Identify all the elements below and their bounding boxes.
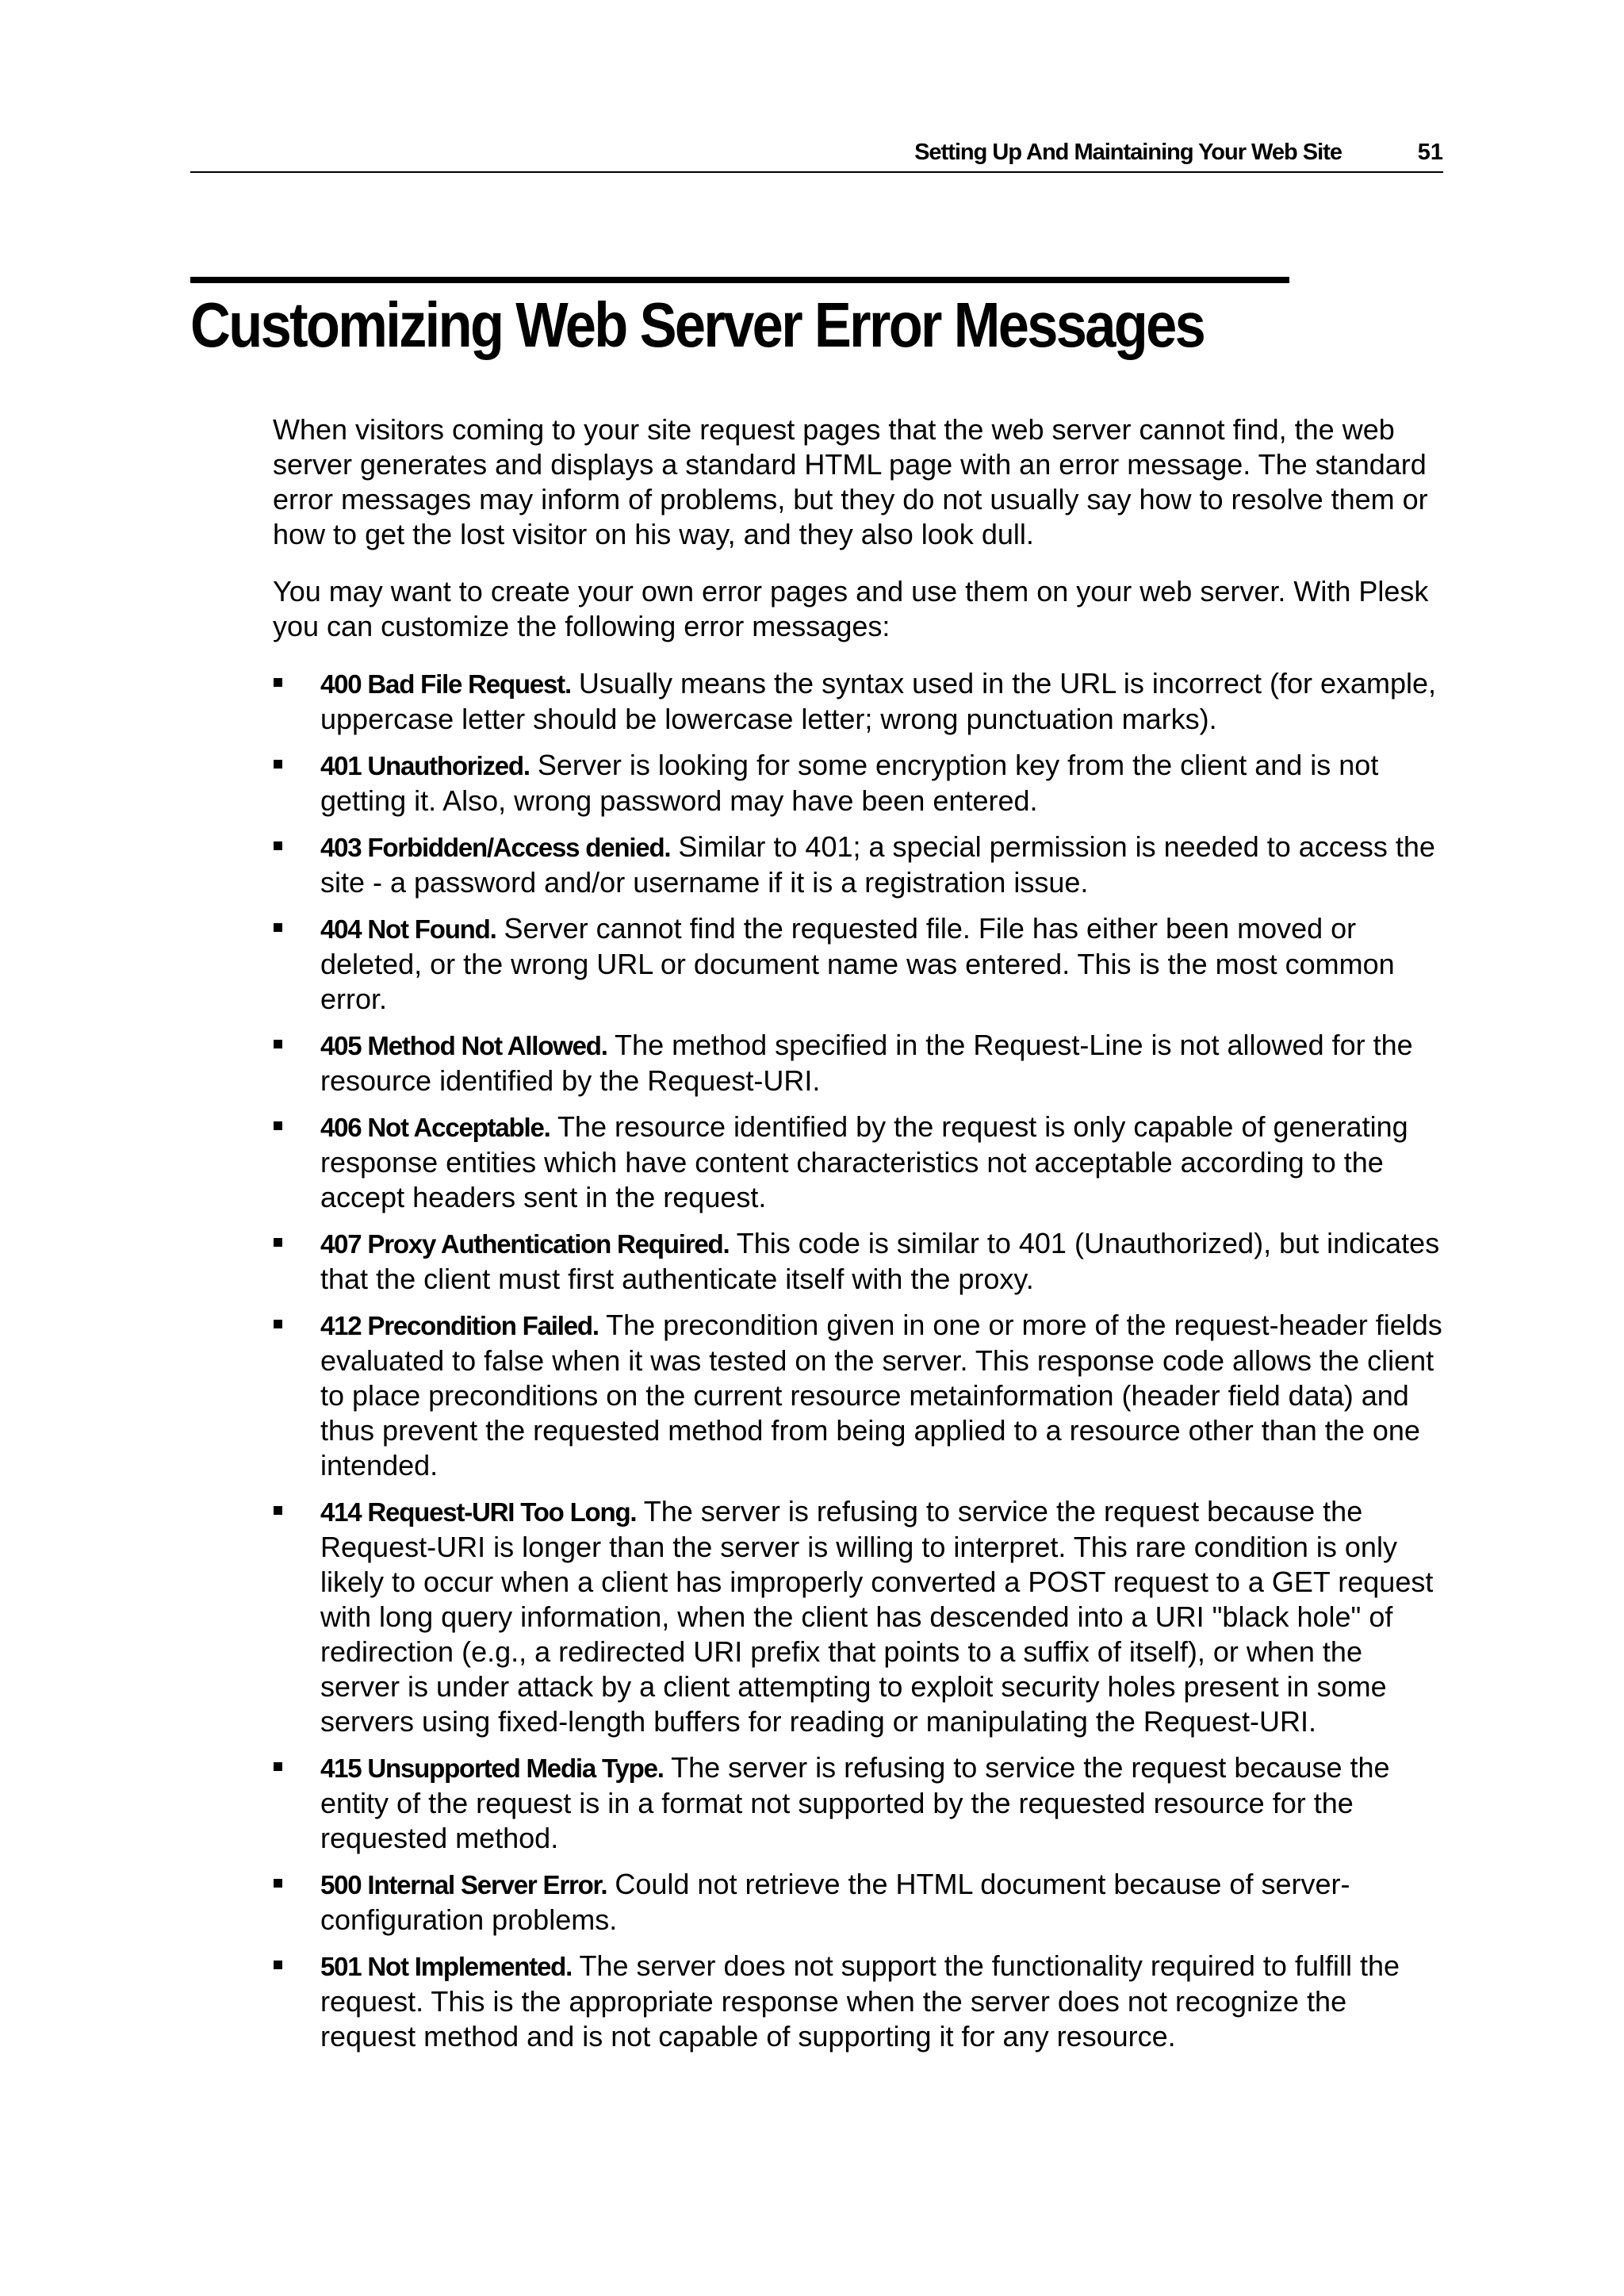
error-code: 406 Not Acceptable. — [320, 1113, 550, 1142]
list-item — [273, 666, 1446, 737]
error-description: This code is similar to 401 (Unauthorized), but indicates that the client must first authenticate itself with the proxy. — [320, 1227, 1440, 1295]
error-description: Could not retrieve the HTML document because of server-configuration problems. — [320, 1868, 1350, 1936]
list-item — [273, 1750, 1446, 1856]
error-code: 400 Bad File Request. — [320, 669, 571, 699]
running-header — [190, 136, 1443, 173]
list-item — [273, 1867, 1446, 1938]
square-bullet-icon — [274, 1506, 282, 1515]
square-bullet-icon — [274, 760, 282, 769]
error-description: The server is refusing to service the request because the entity of the request is in a format not supported by the requested resource for the requested method. — [320, 1751, 1390, 1854]
error-code: 404 Not Found. — [320, 914, 496, 944]
square-bullet-icon — [274, 923, 282, 932]
square-bullet-icon — [274, 1762, 282, 1771]
list-item — [273, 830, 1446, 900]
square-bullet-icon — [274, 678, 282, 687]
error-code: 412 Precondition Failed. — [320, 1311, 599, 1340]
list-item — [273, 1226, 1446, 1297]
error-code: 415 Unsupported Media Type. — [320, 1754, 664, 1783]
error-description: The server is refusing to service the request because the Request-URI is longer than the server is willing to interpret. This rare condition is only likely to occur when a client has improperly converted a POST request to a GET request with long query information, when the client has descended into a URI "black hole" of redirection (e.g., a redirected URI prefix that points to a suffix of itself), or when the server is under attack by a client attempting to exploit security holes present in some servers using fixed-length buffers for reading or manipulating the Request-URI. — [320, 1495, 1434, 1738]
error-code: 501 Not Implemented. — [320, 1952, 573, 1981]
error-code: 403 Forbidden/Access denied. — [320, 833, 671, 862]
square-bullet-icon — [274, 841, 282, 850]
error-code: 414 Request-URI Too Long. — [320, 1497, 637, 1527]
page-body — [273, 412, 1446, 2065]
error-code: 500 Internal Server Error. — [320, 1870, 607, 1899]
square-bullet-icon — [274, 1961, 282, 1969]
error-description: Server is looking for some encryption key from the client and is not getting it. Also, wrong password may have been entered. — [320, 749, 1379, 817]
square-bullet-icon — [274, 1040, 282, 1048]
list-item — [273, 1110, 1446, 1215]
error-description: The server does not support the functionality required to fulfill the request. This is the appropriate response when the server does not recognize the request method and is not capable of supporting it for any resource. — [320, 1949, 1400, 2053]
square-bullet-icon — [274, 1320, 282, 1328]
error-description: Usually means the syntax used in the URL is incorrect (for example, uppercase letter should be lowercase letter; wrong punctuation marks). — [320, 667, 1437, 735]
list-item — [273, 1308, 1446, 1483]
list-item — [273, 1028, 1446, 1098]
intro-paragraph: You may want to create your own error pages and use them on your web server. With Plesk you can customize the following error messages: — [273, 575, 1429, 642]
error-description: The resource identified by the request is only capable of generating response entities which have content characteristics not acceptable according to the accept headers sent in the request. — [320, 1110, 1408, 1213]
error-message-list — [273, 666, 1446, 2054]
error-code: 405 Method Not Allowed. — [320, 1031, 607, 1060]
list-item — [273, 911, 1446, 1017]
error-code: 401 Unauthorized. — [320, 751, 530, 780]
error-code: 407 Proxy Authentication Required. — [320, 1229, 730, 1259]
list-item — [273, 748, 1446, 818]
square-bullet-icon — [274, 1121, 282, 1130]
error-description: Similar to 401; a special permission is needed to access the site - a password and/or username if it is a registration issue. — [320, 830, 1435, 899]
error-description: The precondition given in one or more of the request-header fields evaluated to false when it was tested on the server. This response code allows the client to place preconditions on the current resource metainformation (header field data) and thus prevent the requested method from being applied to a resource other than the one intended. — [320, 1309, 1442, 1481]
running-header-section-title: Setting Up And Maintaining Your Web Site — [914, 140, 1342, 165]
square-bullet-icon — [274, 1879, 282, 1888]
intro-paragraph: When visitors coming to your site request pages that the web server cannot find, the web server generates and displays a standard HTML page with an error message. The standard error messages may inform of problems, but they do not usually say how to resolve them or how to get the lost visitor on his way, and they also look dull. — [273, 413, 1428, 550]
page-number: 51 — [1417, 140, 1443, 165]
list-item — [273, 1494, 1446, 1739]
square-bullet-icon — [274, 1238, 282, 1247]
list-item — [273, 1949, 1446, 2054]
chapter-title: Customizing Web Server Error Messages — [190, 289, 1205, 360]
chapter-title-rule — [190, 277, 1289, 283]
error-description: Server cannot find the requested file. File has either been moved or deleted, or the wrong URL or document name was entered. This is the most common error. — [320, 912, 1395, 1015]
error-description: The method specified in the Request-Line is not allowed for the resource identified by the Request-URI. — [320, 1029, 1413, 1097]
